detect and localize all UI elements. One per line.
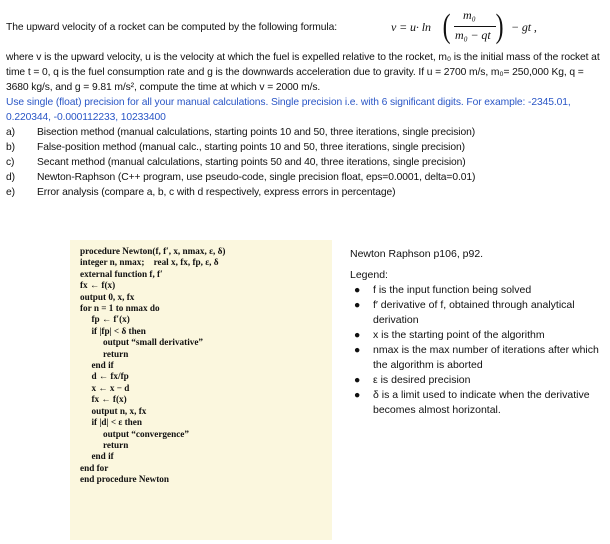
formula-denominator: m₀ − qt: [455, 28, 491, 42]
task-key: e): [6, 187, 15, 198]
legend-label: Legend:: [350, 269, 388, 281]
code-line: d ← fx/fp: [80, 371, 129, 382]
task-item: [6, 125, 604, 140]
legend-item: [350, 283, 605, 298]
legend-item-text: f is the input function being solved: [373, 284, 532, 296]
bullet-icon: ●: [354, 329, 361, 341]
legend-item-text: f′ derivative of f, obtained through analytical derivation: [373, 299, 575, 326]
code-line: end procedure Newton: [80, 474, 169, 485]
code-line: end for: [80, 462, 109, 473]
task-item: [6, 140, 604, 155]
legend-item: [350, 328, 605, 343]
legend-item-text: x is the starting point of the algorithm: [373, 329, 545, 341]
task-text: Bisection method (manual calculations, starting points 10 and 50, three iterations, single precision): [37, 127, 476, 138]
problem-statement: [6, 6, 604, 200]
formula-line: [6, 6, 604, 50]
definition-paragraph: where v is the upward velocity, u is the velocity at which the fuel is expelled relative to the rocket, m₀ is the initial mass of the rocket at time t = 0, q is the fuel consumption rate and g is the downwards acceleration due to gravity. If u = 2700 m/s, m₀= 250,000 Kg, q = 3680 kg/s, and g = 9.81 m/s², compute the time at which v = 2000 m/s.: [6, 52, 600, 93]
legend-list: [350, 283, 605, 418]
bullet-icon: ●: [354, 299, 361, 311]
code-line: external function f, f′: [80, 268, 163, 279]
formula-tail: − gt ,: [511, 20, 537, 34]
task-item: [6, 185, 604, 200]
bullet-icon: ●: [354, 389, 361, 401]
legend-item: [350, 298, 605, 328]
intro-text: The upward velocity of a rocket can be computed by the following formula:: [6, 22, 337, 33]
legend-item-text: δ is a limit used to indicate when the derivative becomes almost horizontal.: [373, 389, 590, 416]
bullet-icon: ●: [354, 284, 361, 296]
code-line: if |d| < ε then: [80, 417, 142, 428]
formula-lhs: v = u· ln: [391, 20, 431, 34]
code-line: end if: [80, 451, 114, 462]
code-line: if |fp| < δ then: [80, 325, 146, 336]
formula-right-paren: ): [495, 8, 504, 45]
code-line: fp ← f′(x): [80, 314, 130, 325]
legend-item-text: ε is desired precision: [373, 374, 471, 386]
legend-item: [350, 343, 605, 373]
precision-note: Use single (float) precision for all your manual calculations. Single precision i.e. with 6 significant digits. For example: -2345.01, 0.220344, -0.000112233, 10233400: [6, 97, 571, 123]
legend-item-text: nmax is the max number of iterations after which the algorithm is aborted: [373, 344, 599, 371]
task-text: Secant method (manual calculations, starting points 50 and 40, three iterations, single precision): [37, 157, 466, 168]
formula-numerator: m₀: [463, 8, 476, 22]
code-line: fx ← f(x): [80, 394, 127, 405]
reference-title: Newton Raphson p106, p92.: [350, 248, 484, 260]
task-key: a): [6, 127, 15, 138]
code-line: end if: [80, 360, 114, 371]
task-item: [6, 155, 604, 170]
code-line: output “convergence”: [80, 428, 189, 439]
task-item: [6, 170, 604, 185]
task-text: Newton-Raphson (C++ program, use pseudo-code, single precision float, eps=0.0001, delta=0.01): [37, 172, 476, 183]
pseudocode-box: [70, 240, 332, 540]
legend-item: [350, 388, 605, 418]
task-text: Error analysis (compare a, b, c with d respectively, express errors in percentage): [37, 187, 396, 198]
bullet-icon: ●: [354, 344, 361, 356]
task-list: [6, 125, 604, 200]
task-key: c): [6, 157, 15, 168]
code-line: integer n, nmax; real x, fx, fp, ε, δ: [80, 257, 219, 268]
code-line: x ← x − d: [80, 382, 130, 393]
code-line: return: [80, 348, 129, 359]
legend-item: [350, 373, 605, 388]
code-line: output 0, x, fx: [80, 291, 135, 302]
task-key: d): [6, 172, 15, 183]
code-line: fx ← f(x): [80, 280, 116, 291]
reference-panel: [350, 247, 605, 418]
formula-left-paren: (: [442, 8, 451, 45]
task-key: b): [6, 142, 15, 153]
code-line: output n, x, fx: [80, 405, 147, 416]
code-line: output “small derivative”: [80, 337, 204, 348]
code-line: for n = 1 to nmax do: [80, 303, 160, 314]
bullet-icon: ●: [354, 374, 361, 386]
code-line: return: [80, 439, 129, 450]
formula-fraction-bar: [454, 26, 496, 27]
task-text: False-position method (manual calc., starting points 10 and 50, three iterations, single precision): [37, 142, 465, 153]
code-line: procedure Newton(f, f′, x, nmax, ε, δ): [80, 246, 226, 256]
